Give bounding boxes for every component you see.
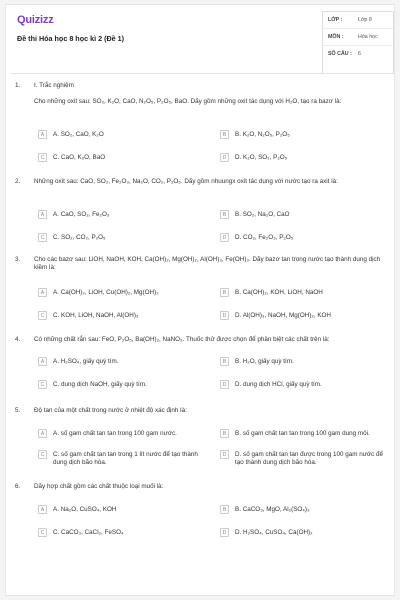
option-text: B. K₂O, N₂O₅, P₂O₅ <box>235 131 290 138</box>
option-text: C. KOH, LiOH, NaOH, Al(OH)₃ <box>53 312 139 319</box>
meta-value: Hóa học <box>358 33 378 40</box>
option-d[interactable] <box>220 451 388 467</box>
option-badge: D <box>220 450 229 459</box>
option-badge: C <box>38 311 47 320</box>
option-text: C. số gam chất tan tan trong 1 lít nước để tạo thành dung dịch bão hòa. <box>53 451 198 466</box>
option-badge: A <box>38 130 47 139</box>
question-number: 5. <box>15 407 21 414</box>
option-text: C. CaCO₃, CaCl₂, FeSO₄ <box>53 529 124 536</box>
option-a[interactable] <box>38 289 208 297</box>
option-text: D. Al(OH)₃, NaOH, Mg(OH)₂, KOH <box>235 312 331 319</box>
option-badge: C <box>38 380 47 389</box>
option-badge: C <box>38 528 47 537</box>
meta-row-class <box>323 12 393 29</box>
option-badge: A <box>38 429 47 438</box>
option-badge: B <box>220 429 229 438</box>
option-badge: B <box>220 357 229 366</box>
option-c[interactable] <box>38 451 208 467</box>
option-badge: B <box>220 505 229 514</box>
option-text: C. CaO, K₂O, BaO <box>53 154 106 161</box>
question-heading: I. Trắc nghiệm <box>34 82 74 89</box>
option-badge: A <box>38 505 47 514</box>
option-badge: D <box>220 311 229 320</box>
option-c[interactable] <box>38 381 208 389</box>
option-a[interactable] <box>38 430 208 438</box>
question-text: Những oxit sau: CaO, SO₂, Fe₂O₃, Na₂O, CO₂, P₂O₅. Dãy gồm nhuungx oxit tác dụng với nước tạo ra axit là: <box>34 178 338 185</box>
option-text: A. số gam chất tan tan trong 100 gam nước. <box>53 430 177 437</box>
option-d[interactable] <box>220 312 388 320</box>
option-a[interactable] <box>38 358 208 366</box>
question-text: Có những chất rắn sau: FeO, P₂O₅, Ba(OH)₂, NaNO₃. Thuốc thử được chọn để phân biệt các chất trên là: <box>34 336 330 343</box>
page-title: Đề thi Hóa học 8 học kì 2 (Đề 1) <box>17 34 125 43</box>
option-text: A. SO₂, CaO, K₂O <box>53 131 104 138</box>
option-badge: B <box>220 210 229 219</box>
option-text: A. Ca(OH)₂, LiOH, Cu(OH)₂, Mg(OH)₂ <box>53 289 159 296</box>
quizizz-logo[interactable]: Quizizz <box>17 14 54 26</box>
question-number: 1. <box>15 82 21 89</box>
header-divider <box>11 73 391 74</box>
option-text: D. dung dịch HCl, giấy quỳ tím. <box>235 381 322 388</box>
meta-label: LỚP : <box>328 16 343 23</box>
option-badge: B <box>220 130 229 139</box>
option-badge: D <box>220 153 229 162</box>
option-text: D. K₂O, SO₂, P₂O₅ <box>235 154 288 161</box>
option-text: C. dung dịch NaOH, giấy quỳ tím. <box>53 381 147 388</box>
option-badge: A <box>38 357 47 366</box>
option-text: B. SO₂, Na₂O, CaO <box>235 211 290 218</box>
question-number: 6. <box>15 483 21 490</box>
option-text: B. H₂O, giấy quỳ tím. <box>235 358 294 365</box>
worksheet-page <box>5 4 395 596</box>
option-text: B. số gam chất tan tan trong 100 gam dung môi. <box>235 430 370 437</box>
option-d[interactable] <box>220 154 388 162</box>
option-text: D. CO₂, Fe₂O₃, P₂O₅ <box>235 234 294 241</box>
option-d[interactable] <box>220 529 388 537</box>
option-badge: C <box>38 233 47 242</box>
option-badge: B <box>220 288 229 297</box>
option-badge: D <box>220 233 229 242</box>
option-text: C. SO₂, CO₂, P₂O₅ <box>53 234 106 241</box>
question-text: Độ tan của một chất trong nước ở nhiệt độ xác định là: <box>34 407 187 414</box>
option-text: A. H₂SO₄, giấy quỳ tím. <box>53 358 119 365</box>
meta-value: 6 <box>358 51 361 58</box>
option-d[interactable] <box>220 234 388 242</box>
option-b[interactable] <box>220 289 388 297</box>
option-badge: D <box>220 380 229 389</box>
option-b[interactable] <box>220 358 388 366</box>
meta-row-count <box>323 46 393 63</box>
option-b[interactable] <box>220 131 388 139</box>
option-badge: D <box>220 528 229 537</box>
option-a[interactable] <box>38 211 208 219</box>
option-c[interactable] <box>38 312 208 320</box>
option-c[interactable] <box>38 234 208 242</box>
option-badge: C <box>38 153 47 162</box>
question-number: 3. <box>15 256 21 263</box>
option-text: B. CaCO₃, MgO, Al₂(SO₄)₃ <box>235 506 310 513</box>
option-text: D. H₂SO₄, CuSO₄, Ca(OH)₂ <box>235 529 313 536</box>
option-text: A. CaO, SO₂, Fe₂O₃ <box>53 211 110 218</box>
option-d[interactable] <box>220 381 388 389</box>
meta-row-subject <box>323 29 393 46</box>
meta-value: Lớp 8 <box>358 16 372 23</box>
option-text: B. Ca(OH)₂, KOH, LiOH, NaOH <box>235 289 323 296</box>
option-badge: A <box>38 210 47 219</box>
question-text: Cho những oxit sau: SO₂, K₂O, CaO, N₂O₅, P₂O₅, BaO. Dãy gồm những oxit tác dụng với H₂O, tạo ra bazơ là: <box>34 98 342 105</box>
question-text: Cho các bazơ sau: LiOH, NaOH, KOH, Ca(OH)₂, Mg(OH)₂, Al(OH)₃, Fe(OH)₃. Dãy bazơ tan trong nước tạo thành dung dịch kiềm là: <box>34 256 381 271</box>
option-badge: A <box>38 288 47 297</box>
option-text: A. Na₂O, CuSO₄, KOH <box>53 506 117 513</box>
meta-box <box>322 11 394 74</box>
option-a[interactable] <box>38 506 208 514</box>
option-text: D. số gam chất tan tan được trong 100 gam nước để tạo thành dung dịch bão hòa. <box>235 451 383 466</box>
question-number: 2. <box>15 178 21 185</box>
question-number: 4. <box>15 336 21 343</box>
meta-label: MÔN : <box>328 33 344 40</box>
option-c[interactable] <box>38 529 208 537</box>
option-b[interactable] <box>220 211 388 219</box>
question-text: Dãy hợp chất gồm các chất thuộc loại muối là: <box>34 483 164 490</box>
meta-label: SỐ CÂU : <box>328 51 352 58</box>
option-b[interactable] <box>220 430 388 438</box>
option-badge: C <box>38 450 47 459</box>
option-b[interactable] <box>220 506 388 514</box>
option-c[interactable] <box>38 154 208 162</box>
option-a[interactable] <box>38 131 208 139</box>
